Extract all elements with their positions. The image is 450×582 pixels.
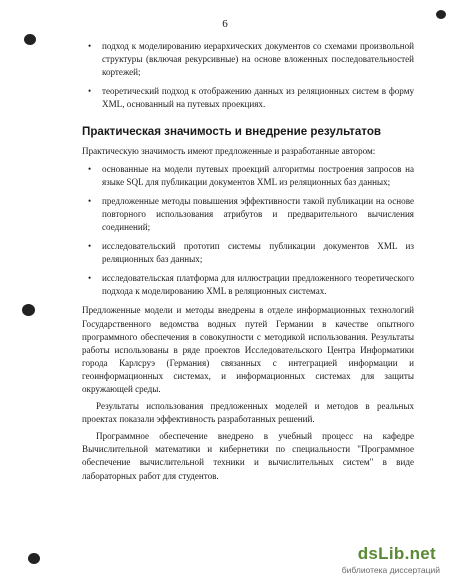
scan-blot: [22, 304, 35, 316]
scan-blot: [28, 553, 40, 564]
bullet-dot-icon: •: [88, 41, 92, 51]
watermark-tagline: библиотека диссертаций: [341, 565, 440, 575]
list-item: [82, 195, 414, 234]
document-body: [82, 40, 414, 487]
bullet-dot-icon: •: [88, 273, 92, 284]
list-item-text: подход к моделированию иерархических документов со схемами произвольной структуры (включая рекурсивные) на основе вложенных последовательностей кортежей;: [102, 41, 414, 78]
list-item: [82, 163, 414, 189]
watermark-logo: dsLib.net: [357, 544, 436, 563]
watermark: [314, 544, 444, 578]
significance-bullet-list: [82, 163, 414, 299]
paragraph: Предложенные модели и методы внедрены в отделе информационных технологий Государственного ведомства водных путей Германии в качестве опытного программного обеспечения в совокупности с методикой использования. Результаты работы использованы в ряде проектов Исследовательского Центра Информатики города Карлсруэ (Германия) связанных с интеграцией информации и геоинформационных системах, и информационных системах для защиты окружающей среды.: [82, 305, 414, 394]
top-bullet-list: [82, 40, 414, 111]
list-item: [82, 272, 414, 298]
list-item: [82, 240, 414, 266]
bullet-dot-icon: •: [88, 195, 92, 206]
section-intro: Практическую значимость имеют предложенные и разработанные автором:: [82, 146, 376, 157]
scan-blot: [436, 10, 446, 19]
list-item-text: основанные на модели путевых проекций алгоритмы построения запросов на языке SQL для публикации документов XML из реляционных баз данных;: [102, 163, 414, 187]
paragraph: Результаты использования предложенных моделей и методов в реальных проектах показали эффективность разработанных решений.: [82, 401, 414, 425]
list-item: [82, 40, 414, 79]
bullet-dot-icon: •: [88, 241, 92, 252]
list-item-text: теоретический подход к отображению данных из реляционных систем в форму XML, основанный на путевых проекциях.: [102, 86, 414, 110]
paragraph: Программное обеспечение внедрено в учебный процесс на кафедре Вычислительной математики и кибернетики по специальности "Программное обеспечение вычислительной техники и вычислительных систем" в виде лабораторных работ для студентов.: [82, 431, 414, 481]
page-number: 6: [222, 18, 228, 30]
list-item-text: предложенные методы повышения эффективности такой публикации на основе повторного использования атрибутов и предварительного вычисления соединений;: [102, 195, 414, 232]
scan-blot: [24, 34, 36, 45]
list-item-text: исследовательская платформа для иллюстрации предложенного теоретического подхода к моделированию XML в реляционных системах.: [102, 273, 414, 297]
section-heading: Практическая значимость и внедрение результатов: [82, 125, 382, 139]
list-item-text: исследовательский прототип системы публикации документов XML из реляционных баз данных;: [102, 241, 414, 265]
bullet-dot-icon: •: [88, 163, 92, 174]
bullet-dot-icon: •: [88, 86, 92, 97]
list-item: [82, 85, 414, 111]
